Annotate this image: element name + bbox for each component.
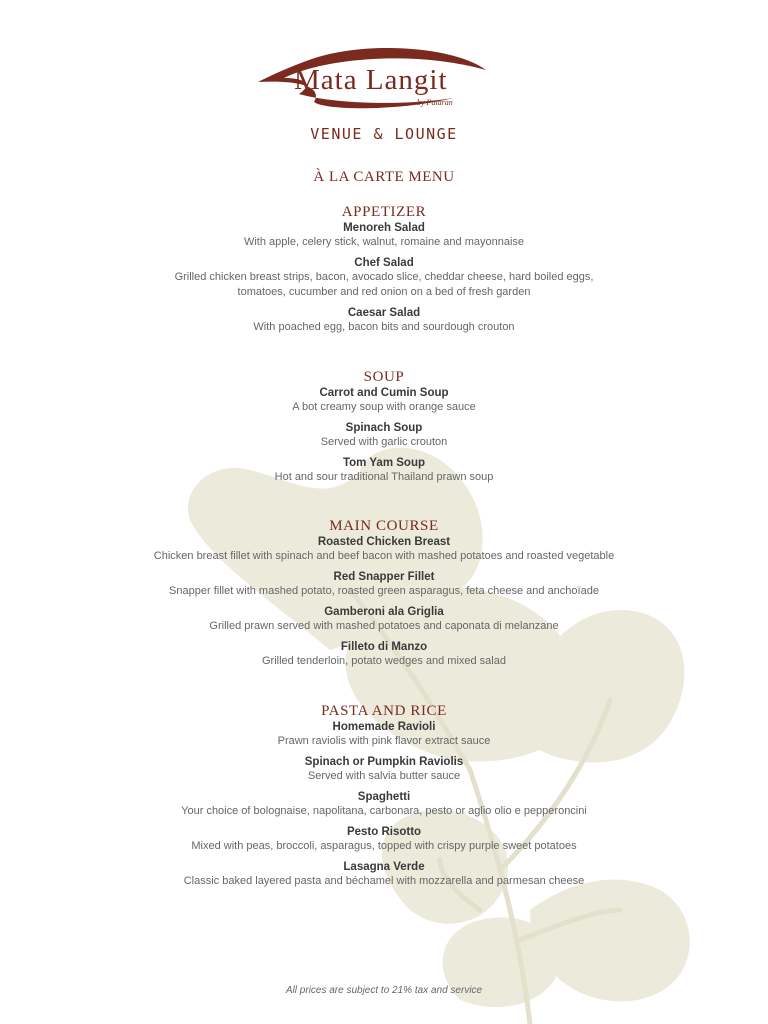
- brand-logo: [254, 40, 514, 122]
- section-pasta-and-rice: [0, 702, 768, 895]
- section-main-course: [0, 517, 768, 675]
- menu-item: [0, 306, 768, 335]
- item-description: Snapper fillet with mashed potato, roasted green asparagus, feta cheese and anchoïade: [169, 585, 599, 597]
- venue-subtitle: VENUE & LOUNGE: [310, 125, 458, 143]
- menu-item: [0, 535, 768, 564]
- section-title: SOUP: [363, 369, 405, 385]
- item-name: Carrot and Cumin Soup: [319, 387, 449, 399]
- item-description: Mixed with peas, broccoli, asparagus, topped with crispy purple sweet potatoes: [191, 840, 577, 852]
- item-name: Gamberoni ala Griglia: [324, 606, 444, 618]
- item-description: Prawn raviolis with pink flavor extract sauce: [277, 735, 491, 747]
- item-description: A bot creamy soup with orange sauce: [292, 401, 476, 413]
- menu-item: [0, 825, 768, 854]
- section-title: APPETIZER: [341, 204, 427, 220]
- section-title: MAIN COURSE: [329, 518, 439, 534]
- menu-title: À LA CARTE MENU: [313, 169, 455, 185]
- item-description: Hot and sour traditional Thailand prawn soup: [274, 471, 494, 483]
- item-name: Tom Yam Soup: [342, 457, 425, 469]
- logo-wordmark: Mata Langit: [294, 64, 448, 96]
- item-name: Spinach Soup: [345, 422, 423, 434]
- item-description: Served with garlic crouton: [320, 436, 448, 448]
- item-description: Grilled tenderloin, potato wedges and mixed salad: [262, 655, 506, 667]
- item-name: Lasagna Verde: [343, 861, 425, 873]
- item-name: Filleto di Manzo: [340, 641, 428, 653]
- item-description: Classic baked layered pasta and béchamel with mozzarella and parmesan cheese: [183, 875, 585, 887]
- item-name: Spaghetti: [357, 791, 411, 803]
- menu-item: [0, 605, 768, 634]
- item-name: Homemade Ravioli: [332, 721, 436, 733]
- item-description: Your choice of bolognaise, napolitana, carbonara, pesto or aglio olio e pepperoncini: [181, 805, 587, 817]
- item-name: Spinach or Pumpkin Raviolis: [304, 756, 464, 768]
- menu-item: [0, 640, 768, 669]
- logo-byline: by Pataran: [417, 98, 453, 107]
- section-soup: [0, 368, 768, 491]
- tax-footnote: All prices are subject to 21% tax and service: [285, 985, 483, 996]
- item-description: Grilled chicken breast strips, bacon, avocado slice, cheddar cheese, hard boiled eggs,: [174, 271, 594, 283]
- menu-item: [0, 570, 768, 599]
- section-appetizer: [0, 203, 768, 341]
- menu-item: [0, 421, 768, 450]
- item-description: With apple, celery stick, walnut, romaine and mayonnaise: [243, 236, 525, 248]
- menu-item: [0, 790, 768, 819]
- item-description: Grilled prawn served with mashed potatoes and caponata di melanzane: [209, 620, 559, 632]
- menu-item: [0, 720, 768, 749]
- menu-item: [0, 860, 768, 889]
- item-name: Caesar Salad: [347, 307, 421, 319]
- menu-item: [0, 386, 768, 415]
- menu-item: [0, 755, 768, 784]
- item-name: Roasted Chicken Breast: [317, 536, 451, 548]
- item-name: Menoreh Salad: [343, 222, 425, 234]
- menu-item: [0, 256, 768, 300]
- item-description: With poached egg, bacon bits and sourdough crouton: [253, 321, 515, 333]
- item-description: Served with salvia butter sauce: [307, 770, 461, 782]
- menu-item: [0, 221, 768, 250]
- item-name: Red Snapper Fillet: [333, 571, 435, 583]
- menu-item: [0, 456, 768, 485]
- section-title: PASTA AND RICE: [321, 703, 447, 719]
- item-description-line-2: tomatoes, cucumber and red onion on a bed of fresh garden: [237, 286, 531, 298]
- item-description: Chicken breast fillet with spinach and beef bacon with mashed potatoes and roasted vegetable: [153, 550, 615, 562]
- item-name: Chef Salad: [354, 257, 414, 269]
- item-name: Pesto Risotto: [346, 826, 422, 838]
